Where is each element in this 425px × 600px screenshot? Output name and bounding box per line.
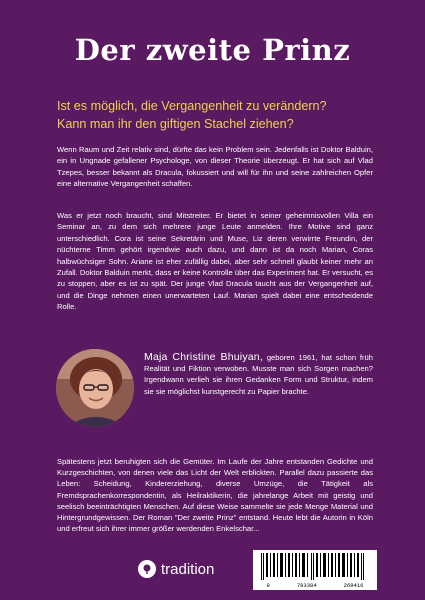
barcode-digit-group-1: 9 xyxy=(266,582,270,589)
teaser-line-2: Kann man ihr den giftigen Stachel ziehen? xyxy=(57,117,294,131)
book-title: Der zweite Prinz xyxy=(74,33,351,67)
tree-icon xyxy=(138,560,156,578)
blurb-paragraph-1: Wenn Raum und Zeit relativ sind, dürfte das kein Problem sein. Jedenfalls ist Doktor Balduin, ein in Ungnade gefallener Psychologe, von dieser Theorie überzeugt. Er hat sich auf Vlad Tzepes, besser bekannt als Dracula, fokussiert und will für ihn und seine zahlreichen Opfer eine alternative Vergangenheit schaffen. xyxy=(57,145,373,189)
author-photo xyxy=(56,349,134,427)
author-bio-intro xyxy=(144,352,373,397)
author-bio-part-1: geboren 1961, hat schon früh Realität und Fiktion verwoben. Musste man sich Sorgen machen? Irgendwann verlieh sie ihren Gedanken Form und Struktur, indem sie sie möglichst kunstgerecht zu Papier brachte. xyxy=(144,353,373,396)
teaser-line-1: Ist es möglich, die Vergangenheit zu verändern? xyxy=(57,99,327,113)
barcode-digit-group-2: 783384 xyxy=(296,582,317,589)
publisher-logo xyxy=(138,556,214,582)
author-bio-part-2: Spätestens jetzt beruhigten sich die Gemüter. Im Laufe der Jahre entstanden Gedichte und Kurzgeschichten, von denen viele das Licht der Welt erblickten. Parallel dazu passierte das Leben: Scheidung, Kindererziehung, diverse Umzüge, die Tätigkeit als Fremdsprachenkorrespondentin, als Heilraktikerin, die jahrelange Arbeit mit geistig und seelisch beeinträchtigten Menschen. Auf diese Weise sammelte sie jede Menge Material und Hintergrundgewissen. Der Roman "Der zweite Prinz" entstand. Heute lebt die Autorin in Köln und erfreut sich ihrer immer größer werdenden Enkelschar... xyxy=(57,457,373,534)
author-name: Maja Christine Bhuiyan, xyxy=(144,351,263,363)
barcode-digit-group-3: 269416 xyxy=(343,582,364,589)
author-portrait-icon xyxy=(56,349,134,427)
barcode-digits xyxy=(253,582,377,589)
publisher-name: tradition xyxy=(161,560,215,578)
isbn-barcode xyxy=(253,550,377,590)
barcode-icon xyxy=(253,550,377,582)
teaser-text xyxy=(57,97,387,133)
blurb-paragraph-2: Was er jetzt noch braucht, sind Mitstreiter. Er bietet in seiner geheimnisvollen Villa ein Seminar an, zu dem sich mehrere junge Leute anmelden. Ihre Motive sind ganz unterschiedlich. Cora ist seine Sekretärin und Muse, Liz deren verwirrte Freundin, der nüchterne Timm gehört irgendwie auch dazu, und dann ist da noch Marian, Coras halbwüchsiger Sohn. Ariane ist eher zufällig dabei, aber sehr schnell glaubt keiner mehr an Zufall. Doktor Balduin merkt, dass er keine Kontrolle über das Experiment hat. Er versucht, es zu stoppen, aber es ist zu spät. Der junge Vlad Dracula taucht aus der Vergangenheit auf, und die Dinge nehmen einen unerwarteten Lauf. Marian spielt dabei eine entscheidende Rolle. xyxy=(57,211,373,312)
